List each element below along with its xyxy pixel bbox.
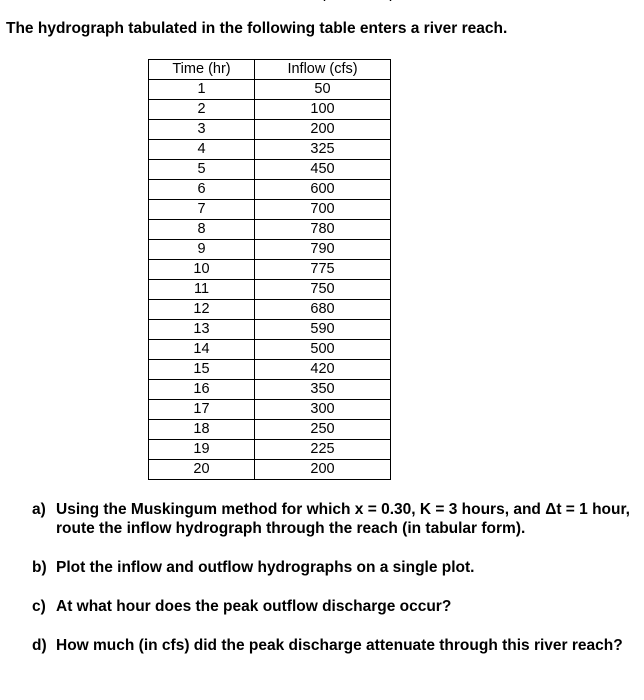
inflow-cell: 300 <box>255 400 391 420</box>
table-row <box>149 80 391 100</box>
inflow-cell: 225 <box>255 440 391 460</box>
table-row <box>149 400 391 420</box>
inflow-cell: 700 <box>255 200 391 220</box>
table-row <box>149 460 391 480</box>
inflow-cell: 590 <box>255 320 391 340</box>
time-cell: 8 <box>149 220 255 240</box>
time-cell: 2 <box>149 100 255 120</box>
cropped-glyph-left <box>322 0 327 8</box>
table-row <box>149 260 391 280</box>
question-label: a) <box>32 501 46 518</box>
question-list <box>32 500 640 675</box>
question-text: Plot the inflow and outflow hydrographs on a single plot. <box>56 559 475 576</box>
table-row <box>149 340 391 360</box>
table-row <box>149 300 391 320</box>
table-row <box>149 420 391 440</box>
table-row <box>149 180 391 200</box>
time-cell: 20 <box>149 460 255 480</box>
inflow-cell: 50 <box>255 80 391 100</box>
inflow-cell: 450 <box>255 160 391 180</box>
inflow-cell: 200 <box>255 120 391 140</box>
time-cell: 11 <box>149 280 255 300</box>
time-cell: 15 <box>149 360 255 380</box>
table-row <box>149 140 391 160</box>
table-header-row <box>149 60 391 80</box>
time-cell: 5 <box>149 160 255 180</box>
inflow-cell: 775 <box>255 260 391 280</box>
table-row <box>149 360 391 380</box>
question-label: b) <box>32 559 47 576</box>
question-text: At what hour does the peak outflow discharge occur? <box>56 598 452 615</box>
question-text: How much (in cfs) did the peak discharge attenuate through this river reach? <box>56 637 623 654</box>
inflow-cell: 100 <box>255 100 391 120</box>
table-row <box>149 320 391 340</box>
inflow-cell: 500 <box>255 340 391 360</box>
time-cell: 9 <box>149 240 255 260</box>
table-row <box>149 220 391 240</box>
table-row <box>149 280 391 300</box>
time-cell: 1 <box>149 80 255 100</box>
inflow-cell: 200 <box>255 460 391 480</box>
cropped-glyph-right <box>388 0 393 8</box>
inflow-cell: 600 <box>255 180 391 200</box>
table-body <box>149 80 391 480</box>
time-cell: 18 <box>149 420 255 440</box>
time-cell: 4 <box>149 140 255 160</box>
inflow-cell: 325 <box>255 140 391 160</box>
cropped-text-fragment <box>0 0 644 6</box>
time-cell: 14 <box>149 340 255 360</box>
time-cell: 6 <box>149 180 255 200</box>
inflow-cell: 250 <box>255 420 391 440</box>
time-cell: 13 <box>149 320 255 340</box>
inflow-cell: 790 <box>255 240 391 260</box>
table-row <box>149 160 391 180</box>
inflow-cell: 680 <box>255 300 391 320</box>
time-cell: 3 <box>149 120 255 140</box>
time-cell: 19 <box>149 440 255 460</box>
problem-statement: The hydrograph tabulated in the following table enters a river reach. <box>6 20 508 37</box>
table-row <box>149 120 391 140</box>
time-cell: 7 <box>149 200 255 220</box>
header-inflow: Inflow (cfs) <box>255 60 391 80</box>
table-row <box>149 200 391 220</box>
inflow-cell: 350 <box>255 380 391 400</box>
time-cell: 12 <box>149 300 255 320</box>
question-label: c) <box>32 598 46 615</box>
table-row <box>149 380 391 400</box>
inflow-cell: 420 <box>255 360 391 380</box>
inflow-hydrograph-table <box>148 59 391 480</box>
inflow-cell: 780 <box>255 220 391 240</box>
question-a <box>32 500 640 538</box>
question-d <box>32 636 640 655</box>
time-cell: 10 <box>149 260 255 280</box>
table-row <box>149 240 391 260</box>
question-b <box>32 558 640 577</box>
table-row <box>149 440 391 460</box>
question-c <box>32 597 640 616</box>
time-cell: 17 <box>149 400 255 420</box>
table-row <box>149 100 391 120</box>
time-cell: 16 <box>149 380 255 400</box>
question-text: Using the Muskingum method for which x = 0.30, K = 3 hours, and Δt = 1 hour, route the inflow hydrograph through the reach (in tabular form). <box>56 501 630 537</box>
inflow-cell: 750 <box>255 280 391 300</box>
header-time: Time (hr) <box>149 60 255 80</box>
question-label: d) <box>32 637 47 654</box>
